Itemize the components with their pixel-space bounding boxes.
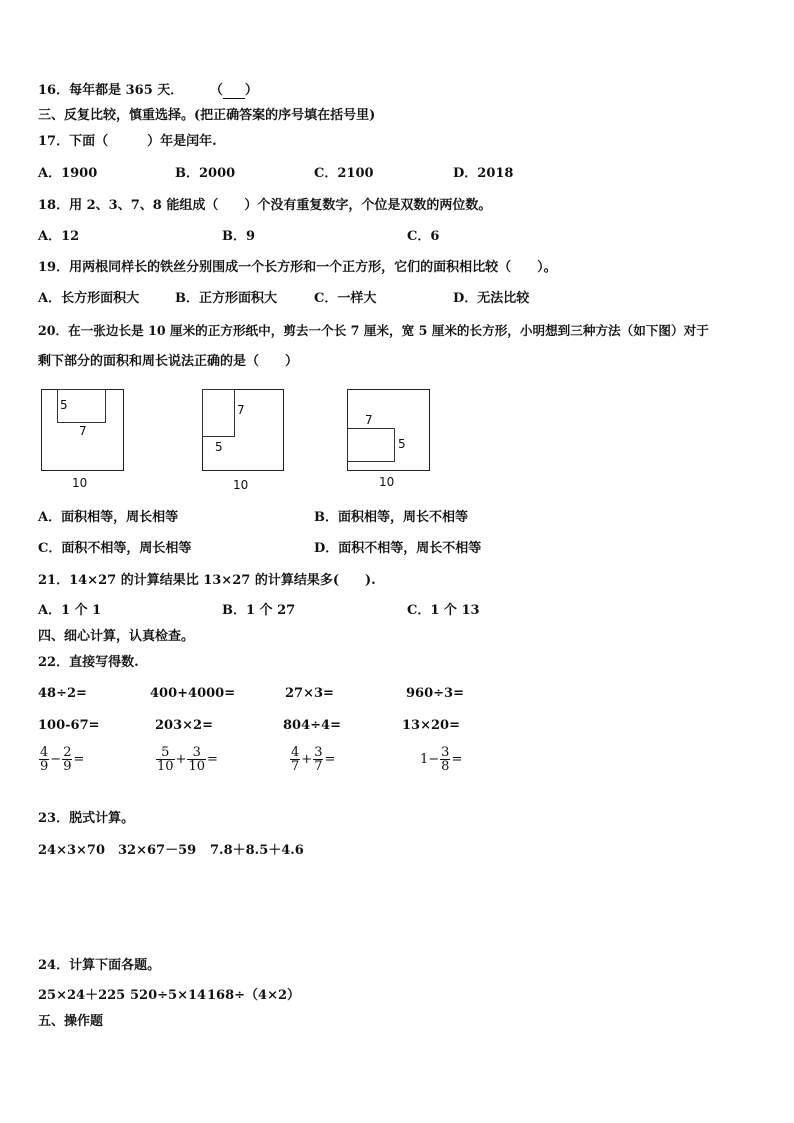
q19-option-a[interactable]: A．长方形面积大 <box>38 291 140 306</box>
q17-option-d[interactable]: D．2018 <box>453 166 514 181</box>
q18-option-b[interactable]: B．9 <box>222 229 256 244</box>
q18-text: 18．用 2、3、7、8 能组成（ ）个没有重复数字，个位是双数的两位数。 <box>38 198 492 213</box>
calc-item: 960÷3= <box>406 686 464 701</box>
q20-option-b[interactable]: B．面积相等，周长不相等 <box>314 510 468 525</box>
calc-item: 48÷2= <box>38 686 87 701</box>
fraction-calc-3: 4 7 + $\frac{3}{7}$ = <box>291 745 336 774</box>
calc-item: 400+4000= <box>150 686 236 701</box>
q19-option-c[interactable]: C．一样大 <box>314 291 377 306</box>
q17-option-b[interactable]: B．2000 <box>175 166 236 181</box>
q20-figure-2 <box>202 389 284 493</box>
calc-item: 32×67－59 <box>118 843 197 858</box>
q21-option-c[interactable]: C．1 个 13 <box>407 603 480 618</box>
calc-item: 25×24＋225 <box>38 988 126 1003</box>
label-width: 5 <box>60 398 68 412</box>
q18-option-a[interactable]: A．12 <box>38 229 80 244</box>
calc-item: 520÷5×14 <box>130 988 207 1003</box>
fraction-calc-1: 4 9 − $\frac{2}{9}$ = <box>40 745 85 774</box>
q21-text: 21．14×27 的计算结果比 13×27 的计算结果多( ). <box>38 573 376 588</box>
calc-item: 24×3×70 <box>38 843 106 858</box>
label-side: 10 <box>233 478 249 492</box>
calc-item: 27×3= <box>285 686 334 701</box>
cut-rectangle <box>202 389 235 437</box>
answer-blank[interactable] <box>223 86 245 99</box>
calc-item: 100-67= <box>38 718 100 733</box>
q19-text: 19．用两根同样长的铁丝分别围成一个长方形和一个正方形，它们的面积相比较（ ）。 <box>38 260 557 275</box>
q18-option-c[interactable]: C．6 <box>407 229 440 244</box>
q17-option-a[interactable]: A．1900 <box>38 166 98 181</box>
label-side: 10 <box>72 476 88 490</box>
q17-option-c[interactable]: C．2100 <box>314 166 374 181</box>
q20-text-line2: 剩下部分的面积和周长说法正确的是（ ） <box>38 354 299 369</box>
q21-option-b[interactable]: B．1 个 27 <box>222 603 296 618</box>
q20-option-c[interactable]: C．面积不相等，周长相等 <box>38 541 192 556</box>
calc-item: 168÷（4×2） <box>207 988 301 1003</box>
q16-paren-open: （ <box>209 83 223 98</box>
q19-option-d[interactable]: D．无法比较 <box>453 291 530 306</box>
calc-item: 13×20= <box>402 718 460 733</box>
q16-line <box>38 83 258 99</box>
cut-rectangle <box>347 428 395 462</box>
q20-figure-1 <box>41 389 124 489</box>
q20-option-d[interactable]: D．面积不相等，周长不相等 <box>314 541 482 556</box>
section-4-heading: 四、细心计算，认真检查。 <box>38 629 195 644</box>
q24-text: 24．计算下面各题。 <box>38 958 161 973</box>
label-width: 5 <box>398 437 406 451</box>
q20-text-line1: 20．在一张边长是 10 厘米的正方形纸中，剪去一个长 7 厘米，宽 5 厘米的长方形，小明想到三种方法（如下图）对于 <box>38 323 709 338</box>
q19-option-b[interactable]: B．正方形面积大 <box>175 291 277 306</box>
section-5-heading: 五、操作题 <box>38 1014 104 1029</box>
label-side: 10 <box>379 475 395 489</box>
label-length: 7 <box>237 403 245 417</box>
calc-item: 804÷4= <box>283 718 341 733</box>
label-length: 7 <box>79 424 87 438</box>
q20-figure-3 <box>347 389 430 489</box>
q21-option-a[interactable]: A．1 个 1 <box>38 603 102 618</box>
label-length: 7 <box>365 413 373 427</box>
section-3-heading: 三、反复比较，慎重选择。(把正确答案的序号填在括号里) <box>38 108 376 123</box>
q16-text: 16．每年都是 365 天． <box>38 83 184 98</box>
q22-text: 22．直接写得数. <box>38 655 139 670</box>
q17-text: 17．下面（ ）年是闰年. <box>38 134 217 149</box>
calc-item: 203×2= <box>155 718 213 733</box>
q23-text: 23．脱式计算。 <box>38 811 135 826</box>
q20-option-a[interactable]: A．面积相等，周长相等 <box>38 510 179 525</box>
calc-item: 7.8＋8.5＋4.6 <box>210 843 304 858</box>
q16-paren-close: ） <box>244 83 258 98</box>
fraction-calc-4: 1− $\frac{3}{8}$ = <box>420 745 463 774</box>
label-width: 5 <box>215 440 223 454</box>
fraction-calc-2: 5 10 + $\frac{3}{10}$ = <box>157 745 218 774</box>
